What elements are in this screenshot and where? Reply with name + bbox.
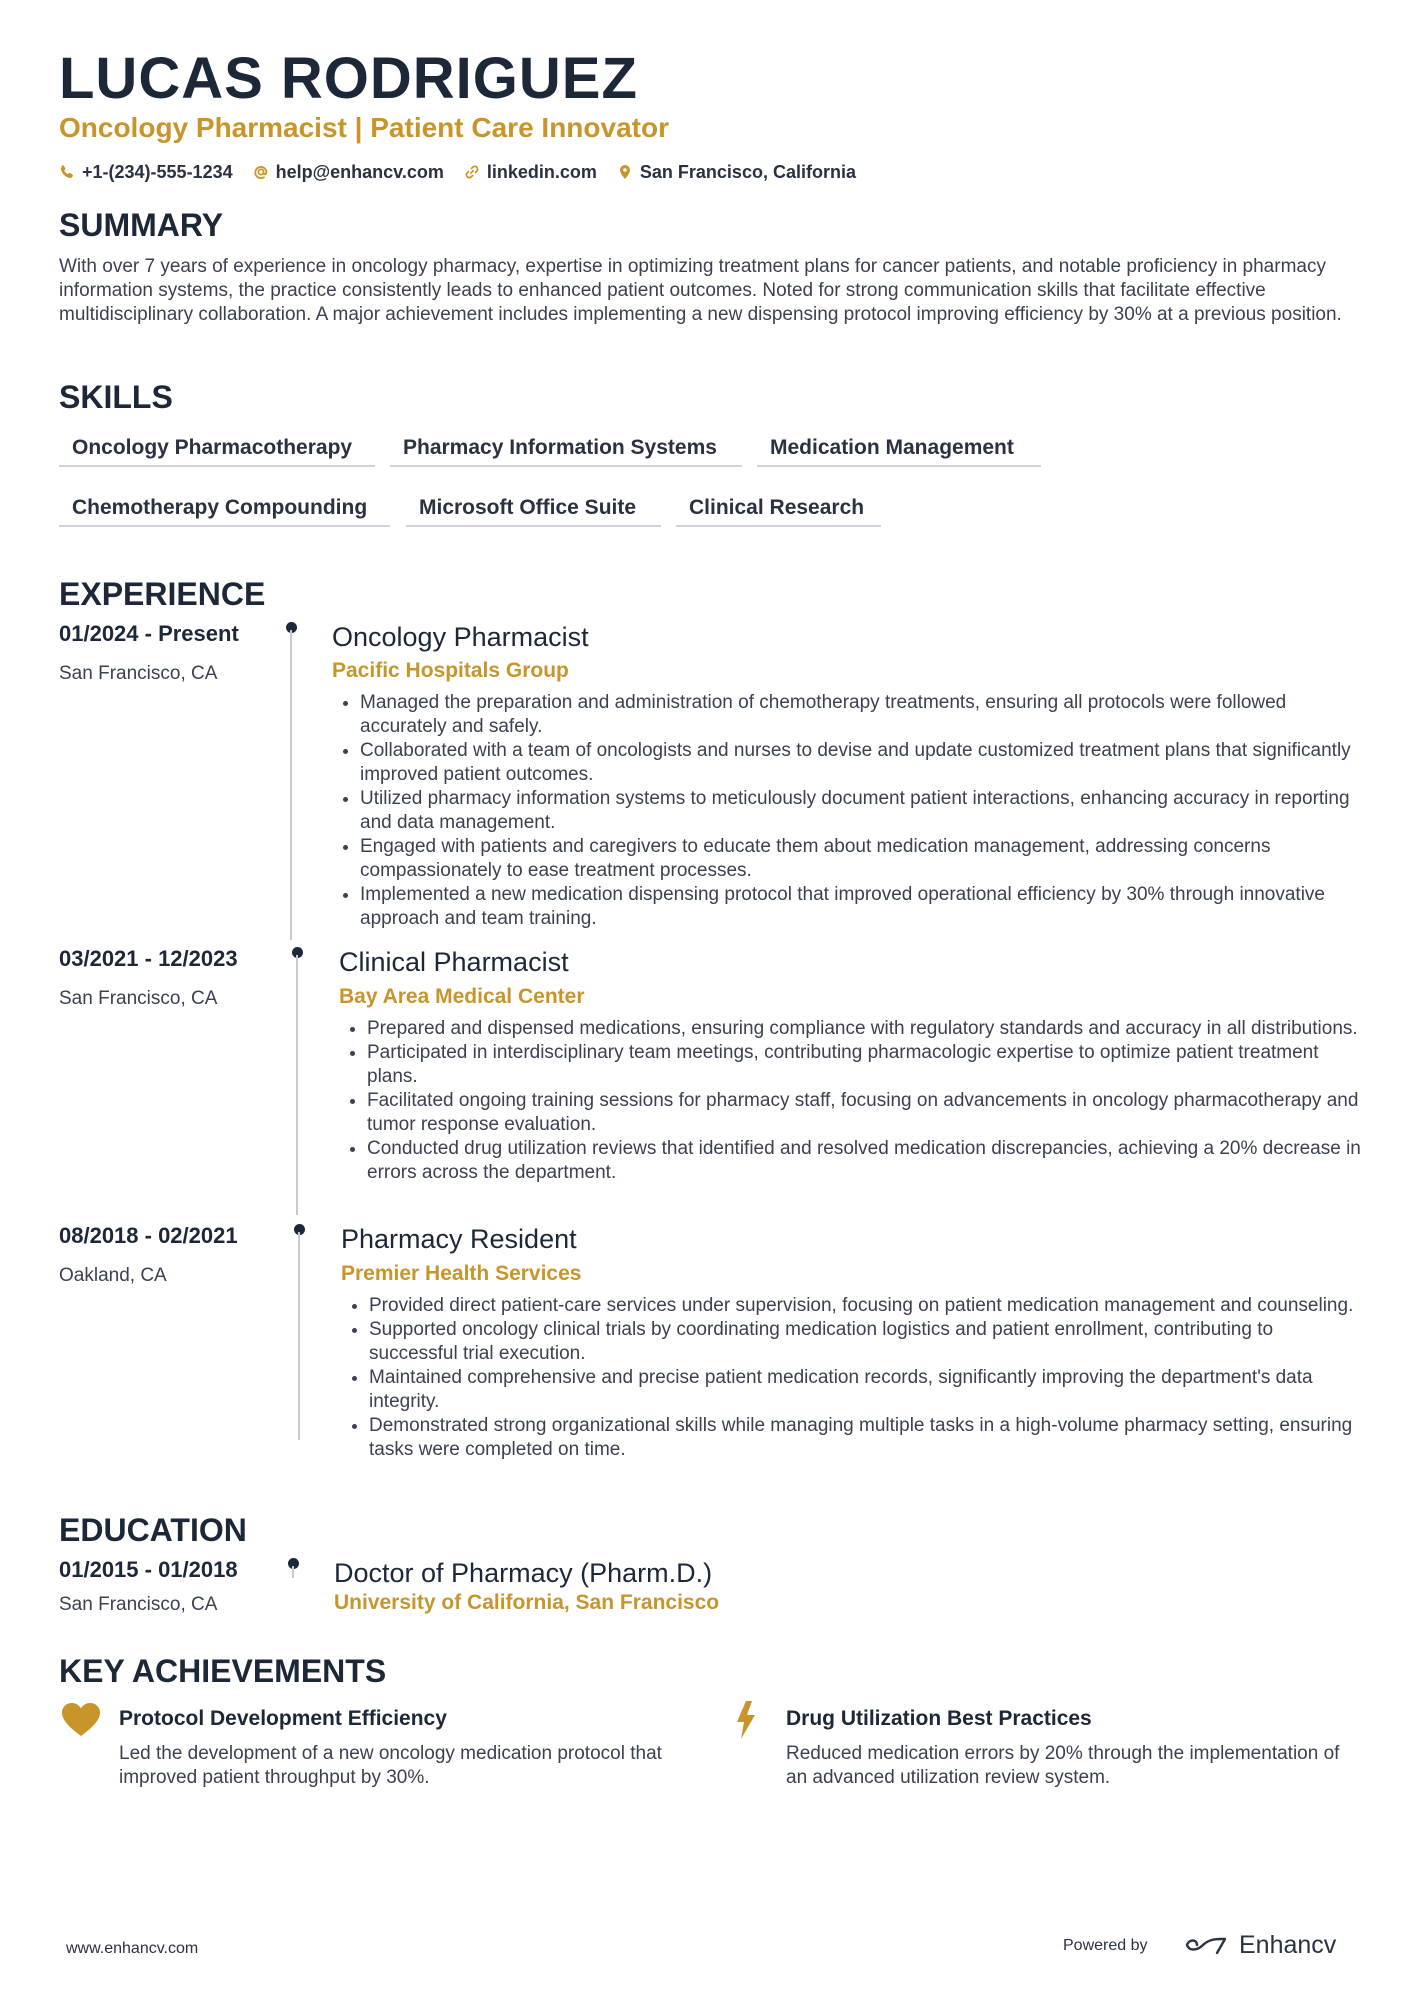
bullet-item: • Prepared and dispensed medications, ensuring compliance with regulatory standards and accuracy in all distributions. <box>367 1017 1364 1041</box>
achievement-desc: Led the development of a new oncology medication protocol that improved patient throughput by 30%. <box>119 1743 662 1788</box>
contact-location <box>617 162 856 183</box>
brand-name: Enhancv <box>1239 1930 1337 1959</box>
bullet-item: • Implemented a new medication dispensing protocol that improved operational efficiency by 30% through innovative approach and team training. <box>360 883 1362 931</box>
linkedin-text: linkedin.com <box>486 161 597 182</box>
timeline-line <box>296 955 298 1215</box>
job-location: San Francisco, CA <box>59 988 218 1009</box>
email-text: help@enhancv.com <box>275 161 444 182</box>
timeline-line <box>290 630 292 940</box>
bullet-item: • Conducted drug utilization reviews that identified and resolved medication discrepancies, achieving a 20% decrease in errors across the department. <box>367 1137 1364 1185</box>
achievements-heading: KEY ACHIEVEMENTS <box>59 1653 387 1689</box>
job-dates: 08/2018 - 02/2021 <box>59 1223 238 1248</box>
job-location: Oakland, CA <box>59 1265 167 1286</box>
job-company <box>341 1261 581 1287</box>
location-text: San Francisco, California <box>639 161 856 182</box>
timeline-line <box>292 1566 294 1578</box>
bullet-item: • Facilitated ongoing training sessions for pharmacy staff, focusing on advancements in oncology pharmacotherapy and tumor response evaluation. <box>367 1089 1364 1137</box>
brand-logo[interactable] <box>1183 1927 1336 1963</box>
phone-text: +1-(234)-555-1234 <box>82 161 233 182</box>
bullet-item: • Managed the preparation and administration of chemotherapy treatments, ensuring all protocols were followed accurately and safely. <box>360 691 1362 739</box>
timeline-line <box>298 1232 300 1440</box>
job-role: Pharmacy Resident <box>341 1224 577 1254</box>
job-role: Oncology Pharmacist <box>332 622 589 652</box>
company-name: Bay Area Medical Center <box>339 985 585 1008</box>
bullet-item: • Engaged with patients and caregivers to educate them about medication management, addressing concerns compassionately to ease treatment processes. <box>360 835 1362 883</box>
job-dates: 03/2021 - 12/2023 <box>59 946 238 971</box>
education-dates: 01/2015 - 01/2018 <box>59 1557 238 1582</box>
enhancv-logo-icon <box>1183 1933 1229 1957</box>
skill-tag: Microsoft Office Suite <box>406 491 661 527</box>
lightning-bolt-icon <box>733 1700 759 1740</box>
bullet-item: • Collaborated with a team of oncologists and nurses to devise and update customized treatment plans that significantly improved patient outcomes. <box>360 739 1362 787</box>
education-degree: Doctor of Pharmacy (Pharm.D.) <box>334 1558 713 1588</box>
job-bullets <box>332 691 1362 931</box>
company-name: Pacific Hospitals Group <box>332 659 569 682</box>
skill-tag: Chemotherapy Compounding <box>59 491 390 527</box>
education-school: University of California, San Francisco <box>334 1591 720 1614</box>
footer-url[interactable]: www.enhancv.com <box>66 1940 199 1957</box>
job-role: Clinical Pharmacist <box>339 947 569 977</box>
achievement-desc: Reduced medication errors by 20% through the implementation of an advanced utilization review system. <box>786 1743 1340 1788</box>
skill-tag: Pharmacy Information Systems <box>390 431 742 467</box>
contact-bar <box>59 159 856 185</box>
bullet-item: • Demonstrated strong organizational skills while managing multiple tasks in a high-volume pharmacy setting, ensuring tasks were completed on time. <box>369 1414 1364 1462</box>
summary-text: With over 7 years of experience in oncology pharmacy, expertise in optimizing treatment plans for cancer patients, and notable proficiency in pharmacy information systems, the practice consistently leads to enhanced patient outcomes. Noted for strong communication skills that facilitate effective multidisciplinary collaboration. A major achievement includes implementing a new dispensing protocol improving efficiency by 30% at a previous position. <box>59 256 1342 325</box>
phone-icon <box>59 164 75 180</box>
candidate-name: LUCAS RODRIGUEZ <box>59 46 638 111</box>
job-dates: 01/2024 - Present <box>59 621 239 646</box>
bullet-item: • Supported oncology clinical trials by coordinating medication logistics and patient enrollment, contributing to successful trial execution. <box>369 1318 1364 1366</box>
summary-heading: SUMMARY <box>59 207 224 243</box>
contact-phone[interactable] <box>59 162 233 183</box>
bullet-item: • Participated in interdisciplinary team meetings, contributing pharmacologic expertise to optimize patient treatment plans. <box>367 1041 1364 1089</box>
powered-by-label: Powered by <box>1063 1937 1148 1954</box>
experience-heading: EXPERIENCE <box>59 576 266 612</box>
link-icon <box>464 164 480 180</box>
at-icon <box>253 164 269 180</box>
bullet-item: • Maintained comprehensive and precise patient medication records, significantly improving the department's data integrity. <box>369 1366 1364 1414</box>
bullet-item: • Provided direct patient-care services under supervision, focusing on patient medication management and counseling. <box>369 1294 1364 1318</box>
skill-tag: Clinical Research <box>676 491 881 527</box>
job-company <box>332 658 569 684</box>
candidate-title: Oncology Pharmacist | Patient Care Innovator <box>59 112 669 143</box>
skill-tag: Medication Management <box>757 431 1041 467</box>
company-name: Premier Health Services <box>341 1262 582 1285</box>
contact-linkedin[interactable] <box>464 162 597 183</box>
job-bullets <box>339 1017 1364 1185</box>
skills-heading: SKILLS <box>59 379 173 415</box>
skill-tag: Oncology Pharmacotherapy <box>59 431 375 467</box>
location-pin-icon <box>617 164 633 180</box>
bullet-item: • Utilized pharmacy information systems to meticulously document patient interactions, enhancing accuracy in reporting and data management. <box>360 787 1362 835</box>
heart-icon <box>61 1702 101 1738</box>
achievement-title: Drug Utilization Best Practices <box>786 1707 1092 1730</box>
job-company <box>339 984 585 1010</box>
achievement-title: Protocol Development Efficiency <box>119 1707 447 1730</box>
contact-email[interactable] <box>253 162 444 183</box>
job-location: San Francisco, CA <box>59 663 218 684</box>
education-heading: EDUCATION <box>59 1512 247 1548</box>
education-location: San Francisco, CA <box>59 1594 218 1615</box>
job-bullets <box>341 1294 1364 1462</box>
